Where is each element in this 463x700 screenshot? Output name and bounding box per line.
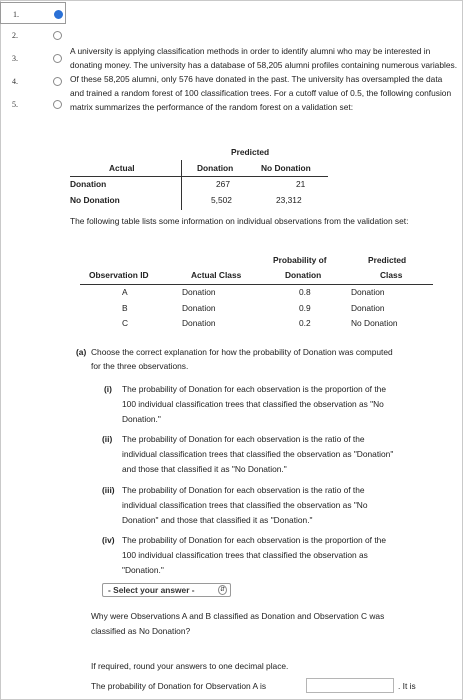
cm-col-donation: Donation: [197, 163, 234, 173]
option-number: (iii): [102, 485, 115, 495]
cm-row-label: Donation: [70, 179, 107, 189]
cm-row-label: No Donation: [70, 195, 120, 205]
option-text: 100 individual classification trees that classified the observation as "No: [122, 399, 384, 409]
obs-header-prob: Probability of: [273, 255, 327, 265]
option-text: The probability of Donation for each observation is the ratio of the: [122, 434, 365, 444]
option-text: The probability of Donation for each observation is the proportion of the: [122, 535, 386, 545]
prob-a-prompt: The probability of Donation for Observation A is: [91, 681, 267, 691]
question-nav: [0, 0, 68, 700]
obs-header-actual: Actual Class: [191, 270, 242, 280]
obs-cell-prob: 0.2: [299, 318, 311, 328]
question-nav-item-2[interactable]: [0, 24, 66, 46]
obs-cell-id: C: [122, 318, 129, 328]
radio-indicator-icon: [53, 100, 62, 109]
option-text: and those that classified it as "No Donation.": [122, 464, 287, 474]
question-number: 4.: [12, 77, 18, 86]
obs-cell-actual: Donation: [182, 287, 216, 297]
prob-a-suffix: . It is: [398, 681, 416, 691]
select-value: - Select your answer -: [108, 585, 195, 595]
obs-cell-actual: Donation: [182, 318, 216, 328]
option-text: Donation.": [122, 414, 161, 424]
option-text: "Donation.": [122, 565, 164, 575]
question-number: 1.: [13, 10, 19, 19]
option-text: The probability of Donation for each observation is the proportion of the: [122, 384, 386, 394]
obs-cell-prob: 0.8: [299, 287, 311, 297]
obs-header-rule: [80, 284, 433, 285]
cm-col-no-donation: No Donation: [261, 163, 311, 173]
obs-cell-actual: Donation: [182, 303, 216, 313]
option-text: 100 individual classification trees that classified the observation as: [122, 550, 368, 560]
radio-indicator-icon: [53, 54, 62, 63]
cm-horizontal-rule: [70, 176, 328, 177]
cm-cell: 5,502: [211, 195, 232, 205]
radio-indicator-icon: [54, 10, 63, 19]
question-nav-item-3[interactable]: [0, 47, 66, 69]
option-text: individual classification trees that classified the observation as "No: [122, 500, 368, 510]
cm-vertical-rule: [181, 160, 182, 210]
option-number: (ii): [102, 434, 113, 444]
question-number: 5.: [12, 100, 18, 109]
option-number: (iv): [102, 535, 115, 545]
obs-header-pred: Predicted: [368, 255, 407, 265]
obs-intro-text: The following table lists some information on individual observations from the validation set:: [70, 216, 409, 226]
option-text: individual classification trees that classified the observation as "Donation": [122, 449, 394, 459]
why-question-cont: classified as No Donation?: [91, 626, 191, 636]
question-intro: [70, 44, 458, 114]
obs-cell-prob: 0.9: [299, 303, 311, 313]
obs-cell-id: B: [122, 303, 128, 313]
obs-header-pred-2: Class: [380, 270, 403, 280]
question-number: 2.: [12, 31, 18, 40]
radio-indicator-icon: [53, 31, 62, 40]
question-nav-item-1[interactable]: [0, 2, 66, 24]
obs-header-id: Observation ID: [89, 270, 149, 280]
part-a-question: Choose the correct explanation for how the probability of Donation was computed: [91, 347, 393, 357]
prob-a-input[interactable]: [306, 678, 394, 693]
obs-cell-id: A: [122, 287, 128, 297]
option-number: (i): [104, 384, 112, 394]
obs-header-prob-2: Donation: [285, 270, 322, 280]
cm-cell: 21: [296, 179, 306, 189]
part-a-question-cont: for the three observations.: [91, 361, 189, 371]
question-nav-item-5[interactable]: [0, 93, 66, 115]
round-note: If required, round your answers to one decimal place.: [91, 661, 289, 671]
radio-indicator-icon: [53, 77, 62, 86]
obs-cell-pred: Donation: [351, 287, 385, 297]
obs-cell-pred: No Donation: [351, 318, 398, 328]
cm-predicted-header: Predicted: [231, 147, 270, 157]
obs-cell-pred: Donation: [351, 303, 385, 313]
part-a-label: (a): [76, 347, 87, 357]
chevron-updown-icon: ⇵: [219, 587, 226, 593]
option-text: The probability of Donation for each observation is the ratio of the: [122, 485, 365, 495]
intro-text: A university is applying classification methods in order to identify alumni who may be interested in donating money. The university has a database of 58,205 alumni profiles containing numerous variables. Of these 58,205 alumni, only 576 have donated in the past. The university has oversampled the data and trained a random forest of 100 classification trees. For a cutoff value of 0.5, the following confusion matrix summarizes the performance of the random forest on a validation set:: [70, 46, 458, 112]
option-text: Donation" and those that classified it as "Donation.": [122, 515, 313, 525]
why-question: Why were Observations A and B classified as Donation and Observation C was: [91, 611, 385, 621]
question-number: 3.: [12, 54, 18, 63]
answer-select-dropdown[interactable]: [102, 583, 231, 597]
cm-cell: 23,312: [276, 195, 302, 205]
question-nav-item-4[interactable]: [0, 70, 66, 92]
cm-cell: 267: [216, 179, 230, 189]
cm-actual-header: Actual: [109, 163, 135, 173]
